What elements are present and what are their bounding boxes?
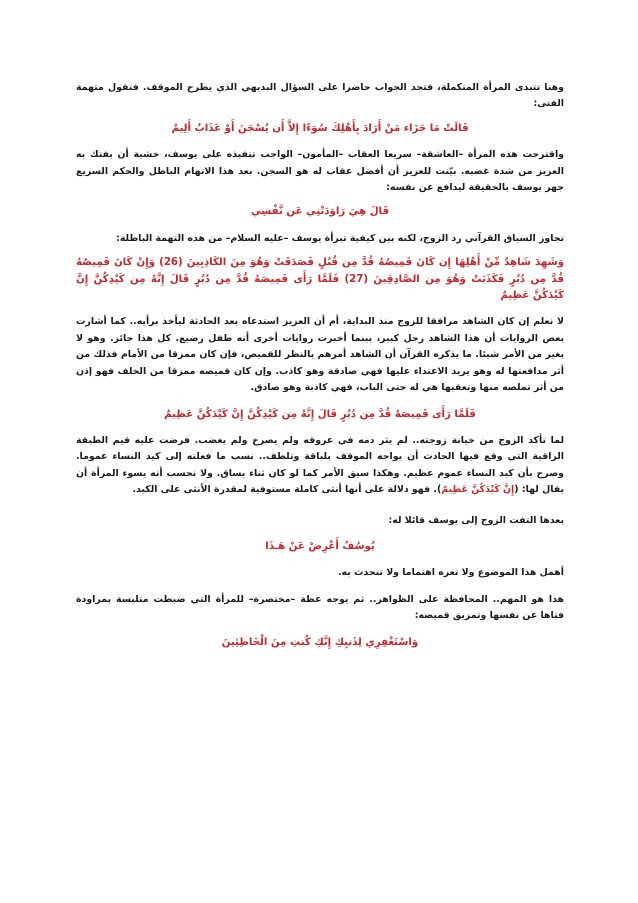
document-body: [76, 80, 564, 651]
paragraph-witness-intro: تجاوز السياق القرآني رد الزوج، لكنه بين كيفية تبرأة يوسف –عليه السلام– من هذه التهمة الباطلة:: [116, 232, 564, 244]
paragraph-witness-commentary: لا نعلم إن كان الشاهد مرافقا للزوج منذ البداية، أم أن العزيز استدعاه بعد الحادثة ليأخذ برأيه.. كما أشارت بعض الروايات أن هذا الشاهد رجل كبير، بينما أخبرت روايات أخرى أنه طفل رضيع. كل هذا جائز. وهو لا يغير من الأمر شيئا. ما يذكره القرآن أن الشاهد أمرهم بالنظر للقميص، فإن كان ممزقا من الأمام فذلك من أثر مدافعتها له وهو يريد الاعتداء عليها فهي صادقة وهو كاذب. وإن كان قميصه ممزقا من الخلف فهو إذن من أثر تملصه منها وتعقبها هي له حتى الباب، فهي كاذبة وهو صادق.: [76, 316, 564, 394]
paragraph-appearances: هذا هو المهم.. المحافظة على الظواهر.. ثم يوجه عظة –مختصرة– للمرأة التي ضبطت متلبسة بمراودة فتاها عن نفسها وتمزيق قميصه:: [76, 593, 564, 622]
quran-verse-defense: قَالَ هِيَ رَاوَدَتْنِي عَن نَّفْسِي: [250, 206, 390, 218]
quran-verse-yusuf-turn: يُوسُفُ أَعْرِضْ عَنْ هَـذَا: [265, 540, 375, 552]
husband-reaction-text-after: ). فهو دلالة على أنها أنثى كاملة مستوفية لمقدرة الأنثى على الكيد.: [132, 484, 442, 496]
quran-verse-accusation: قَالَتْ مَا جَزَاء مَنْ أَرَادَ بِأَهْلِكَ سُوَءًا إِلاَّ أَن يُسْجَنَ أَوْ عَذَابٌ أَلِيمٌ: [171, 122, 469, 134]
quran-verse-forgiveness: وَاسْتَغْفِرِي لِذَنبِكِ إِنَّكِ كُنتِ مِنَ الْخَاطِئِينَ: [221, 636, 419, 648]
paragraph-husband-reaction: [76, 433, 564, 499]
inline-quran-verse: إِنَّ كَيْدَكُنَّ عَظِيمٌ: [441, 484, 515, 496]
husband-reaction-text-before: لما تأكد الزوج من خيانة زوجته.. لم يثر دمه في عروقه ولم يصرخ ولم يغضب. فرضت عليه قيم الطبقة الراقية التي وقع فيها الحادث أن يواجه الموقف بلباقة وتلطف.. نسب ما فعلته إلى كيد النساء عموما. وصرح بأن كيد النساء عموم عظيم. وهكذا سيق الأمر كما لو كان ثناء يساق. ولا نحسب أنه يسوء المرأة أن يقال لها: (: [76, 434, 564, 496]
paragraph-husband-turns: بعدها التفت الزوج إلى يوسف قائلا له:: [388, 514, 564, 526]
intro-paragraph: وهنا تتبدى المرأة المتكملة، فتجد الجواب حاضرا على السؤال البديهي الذي يطرح الموقف. فتقول متهمة الفتى:: [76, 82, 564, 110]
paragraph-punishment: واقترحت هذه المرأة –العاشقة– سريعا العقاب –المأمون– الواجب تنفيذه على يوسف، خشية أن يفتك به العزيز من شدة غضبه. بيّنت للعزيز أن أفضل عقاب له هو السجن. بعد هذا الاتهام الباطل والحكم السريع جهر يوسف بالحقيقة ليدافع عن نفسه:: [76, 149, 564, 194]
paragraph-ignore: أهمل هذا الموضوع ولا تعره اهتماما ولا تتحدث به.: [337, 567, 564, 579]
quran-verse-shirt: فَلَمَّا رَأَى قَمِيصَهُ قُدَّ مِن دُبُرٍ قَالَ إِنَّهُ مِن كَيْدِكُنَّ إِنَّ كَيْدَكُنَّ عَظِيمٌ: [164, 408, 476, 420]
quran-verse-witness: وَشَهِدَ شَاهِدٌ مِّنْ أَهْلِهَا إِن كَانَ قَمِيصُهُ قُدَّ مِن قُبُلٍ فَصَدَقَتْ وَهُوَ مِنَ الكَاذِبِينَ (26) وَإِنْ كَانَ قَمِيصُهُ قُدَّ مِن دُبُرٍ فَكَذَبَتْ وَهُوَ مِن الصَّادِقِينَ (27) فَلَمَّا رَأَى قَمِيصَهُ قُدَّ مِن دُبُرٍ قَالَ إِنَّهُ مِن كَيْدِكُنَّ إِنَّ كَيْدَكُنَّ عَظِيمٌ: [76, 257, 564, 302]
